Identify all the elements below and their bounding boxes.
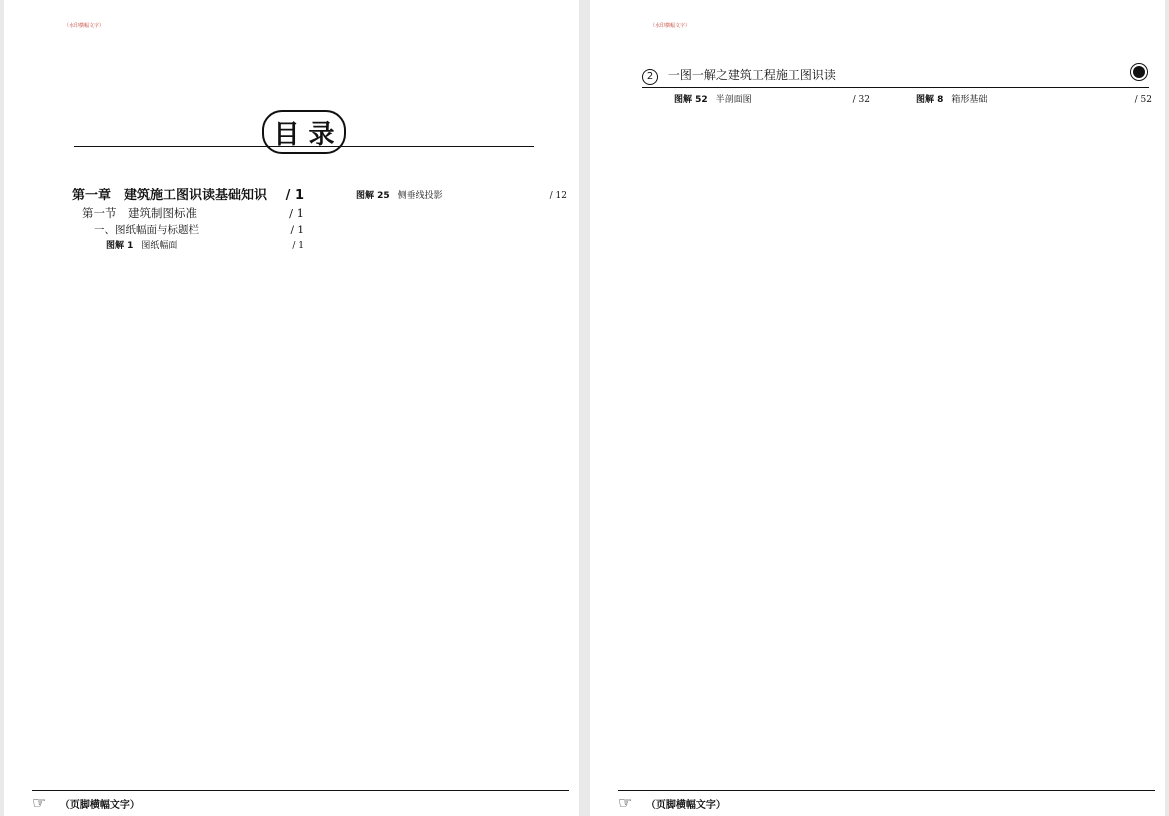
toc-entry-fig bbox=[640, 92, 870, 109]
toc-entry-chapter bbox=[72, 188, 304, 205]
footer-text: （页脚横幅文字） bbox=[645, 800, 726, 811]
toc-column-3 bbox=[640, 92, 870, 109]
toc-entry-fig bbox=[322, 188, 567, 205]
toc-entry-label bbox=[916, 92, 987, 109]
toc-page-number: / 32 bbox=[852, 95, 870, 105]
toc-entry-text: 第一节 建筑制图标准 bbox=[82, 205, 197, 220]
page-number: 2 bbox=[642, 69, 658, 85]
footer-banner bbox=[618, 790, 1155, 812]
toc-entry-fig bbox=[882, 92, 1152, 109]
toc-title: 目 录 bbox=[262, 110, 346, 154]
toc-entry-label bbox=[674, 92, 752, 109]
toc-entry-label bbox=[106, 238, 177, 255]
pointing-hand-icon: ☞ bbox=[618, 793, 633, 812]
running-head bbox=[642, 66, 1149, 88]
footer-banner bbox=[32, 790, 569, 812]
toc-page-number: / 1 bbox=[290, 223, 304, 236]
toc-entry-text: 半剖面图 bbox=[715, 95, 752, 105]
toc-column-2 bbox=[322, 188, 567, 205]
toc-entry-sub bbox=[72, 222, 304, 239]
toc-entry-label bbox=[82, 205, 197, 222]
toc-page-number: / 1 bbox=[289, 205, 304, 220]
toc-entry-text: 一、图纸幅面与标题栏 bbox=[94, 223, 199, 236]
running-head-text: 一图一解之建筑工程施工图识读 bbox=[667, 68, 836, 82]
top-banner: （水印横幅文字） bbox=[64, 23, 105, 29]
right-page bbox=[590, 0, 1165, 816]
left-page bbox=[4, 0, 579, 816]
toc-page-number: / 1 bbox=[285, 188, 304, 203]
toc-entry-text: 箱形基础 bbox=[951, 95, 988, 105]
figure-tag: 图解 25 bbox=[356, 191, 390, 201]
figure-tag: 图解 52 bbox=[674, 95, 708, 105]
toc-entry-label bbox=[72, 188, 267, 205]
toc-entry-label bbox=[94, 222, 199, 239]
toc-entry-fig bbox=[72, 238, 304, 255]
toc-page-number: / 12 bbox=[549, 191, 567, 201]
toc-page-number: / 52 bbox=[1134, 95, 1152, 105]
top-banner: （水印横幅文字） bbox=[650, 23, 691, 29]
figure-tag: 图解 1 bbox=[106, 241, 134, 252]
title-rule bbox=[74, 146, 534, 147]
toc-entry-label bbox=[356, 188, 443, 205]
toc-page-number: / 1 bbox=[292, 241, 304, 252]
pointing-hand-icon: ☞ bbox=[32, 793, 47, 812]
toc-column-4 bbox=[882, 92, 1152, 109]
toc-entry-text: 第一章 建筑施工图识读基础知识 bbox=[72, 188, 268, 203]
figure-tag: 图解 8 bbox=[916, 95, 944, 105]
toc-column-1 bbox=[72, 188, 304, 255]
target-circle-icon bbox=[1133, 66, 1145, 78]
toc-entry-text: 侧垂线投影 bbox=[397, 191, 443, 201]
toc-entry-text: 图纸幅面 bbox=[141, 241, 178, 252]
toc-entry-section bbox=[72, 205, 304, 222]
footer-text: （页脚横幅文字） bbox=[59, 800, 140, 811]
